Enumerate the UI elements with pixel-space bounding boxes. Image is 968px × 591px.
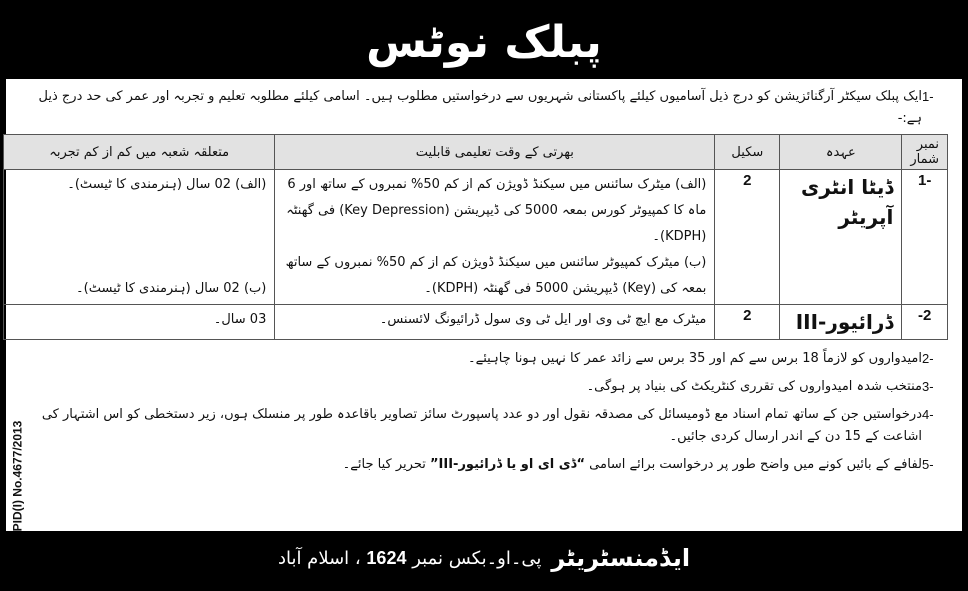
header-serial: نمبر شمار xyxy=(902,135,948,170)
notice-footer xyxy=(6,531,962,585)
experience-option-b: (ب) 02 سال (ہنرمندی کا ٹیسٹ)۔ xyxy=(76,281,267,296)
header-experience: متعلقہ شعبہ میں کم از کم تجربہ xyxy=(4,135,275,170)
intro-text: ایک پبلک سیکٹر آرگنائزیشن کو درج ذیل آسامیوں کیلئے پاکستانی شہریوں سے درخواستیں مطلوب ہیں۔ اسامی کیلئے مطلوبہ تعلیم و تجربہ اور عمر کی حد درج ذیل ہے:- xyxy=(38,89,922,126)
row-scale: 2 xyxy=(715,170,780,305)
condition-text-before: لفافے کے بائیں کونے میں واضح طور پر درخواست برائے اسامی xyxy=(589,457,922,472)
po-box-number: 1624 xyxy=(366,547,407,568)
row-serial xyxy=(902,170,948,305)
intro-paragraph xyxy=(24,86,948,130)
row-serial xyxy=(902,305,948,340)
serial-value: 1- xyxy=(918,172,932,189)
row-post: ڈرائیور-III xyxy=(780,305,902,340)
city: ، اسلام آباد xyxy=(277,547,361,569)
header-scale: سکیل xyxy=(715,135,780,170)
condition-number: 2- xyxy=(922,351,934,366)
condition-text: منتخب شدہ امیدواروں کی تقرری کنٹریکٹ کی بنیاد پر ہوگی۔ xyxy=(586,379,922,394)
notice-header xyxy=(6,6,962,79)
conditions-list xyxy=(24,348,948,476)
table-header-row xyxy=(4,135,948,170)
intro-number: 1- xyxy=(922,89,934,104)
condition-text: درخواستیں جن کے ساتھ تمام اسناد مع ڈومیسائل کی مصدقہ نقول اور دو عدد پاسپورٹ سائز تصاویر باقاعدہ طور پر منسلک ہوں، زیر دستخطی کو اس اشتہار کی اشاعت کے 15 دن کے اندر ارسال کردی جائیں۔ xyxy=(41,407,922,444)
condition-item xyxy=(24,376,948,398)
condition-text-after: تحریر کیا جائے۔ xyxy=(342,457,426,472)
notice-body xyxy=(24,86,948,482)
row-scale: 2 xyxy=(715,305,780,340)
pid-reference-text: PID(I) No.4677/2013 xyxy=(10,420,24,532)
condition-number: 5- xyxy=(922,457,934,472)
row-qualification: میٹرک مع ایچ ٹی وی اور ایل ٹی وی سول ڈرائیونگ لائسنس۔ xyxy=(275,305,715,340)
condition-text xyxy=(24,454,922,476)
condition-text: امیدواروں کو لازماً 18 برس سے کم اور 35 برس سے زائد عمر کا نہیں ہونا چاہیئے۔ xyxy=(468,351,922,366)
table-row xyxy=(4,170,948,305)
notice-title: پبلک نوٹس xyxy=(366,17,602,68)
table-row xyxy=(4,305,948,340)
condition-number: 4- xyxy=(922,407,934,422)
condition-item xyxy=(24,454,948,476)
condition-number: 3- xyxy=(922,379,934,394)
row-experience xyxy=(4,170,275,305)
serial-value: -2 xyxy=(918,307,932,324)
header-qualification: بھرتی کے وقت تعلیمی قابلیت xyxy=(275,135,715,170)
row-qualification xyxy=(275,170,715,305)
qualification-option-a: (الف) میٹرک سائنس میں سیکنڈ ڈویژن کم از کم 50% نمبروں کے ساتھ اور 6 ماہ کا کمپیوٹر کورس بمعہ 5000 کی ڈیپریشن (Key Depression) فی گھنٹہ (KDPH)۔ xyxy=(286,177,707,244)
po-box-label: پی۔او۔بکس نمبر xyxy=(412,547,542,569)
condition-quoted-post: “ڈی ای او یا ڈرائیور-III” xyxy=(429,457,586,472)
condition-item xyxy=(24,348,948,370)
condition-item xyxy=(24,404,948,448)
qualification-option-b: (ب) میٹرک کمپیوٹر سائنس میں سیکنڈ ڈویژن کم از کم 50% نمبروں کے ساتھ بمعہ کی (Key) ڈیپریشن 5000 فی گھنٹہ (KDPH)۔ xyxy=(285,255,707,296)
row-post: ڈیٹا انٹری آپریٹر xyxy=(780,170,902,305)
row-experience: 03 سال۔ xyxy=(4,305,275,340)
administrator-label: ایڈمنسٹریٹر xyxy=(551,544,691,572)
posts-table xyxy=(3,134,948,340)
header-post: عہدہ xyxy=(780,135,902,170)
experience-option-a: (الف) 02 سال (ہنرمندی کا ٹیسٹ)۔ xyxy=(67,177,267,192)
address xyxy=(278,548,541,569)
